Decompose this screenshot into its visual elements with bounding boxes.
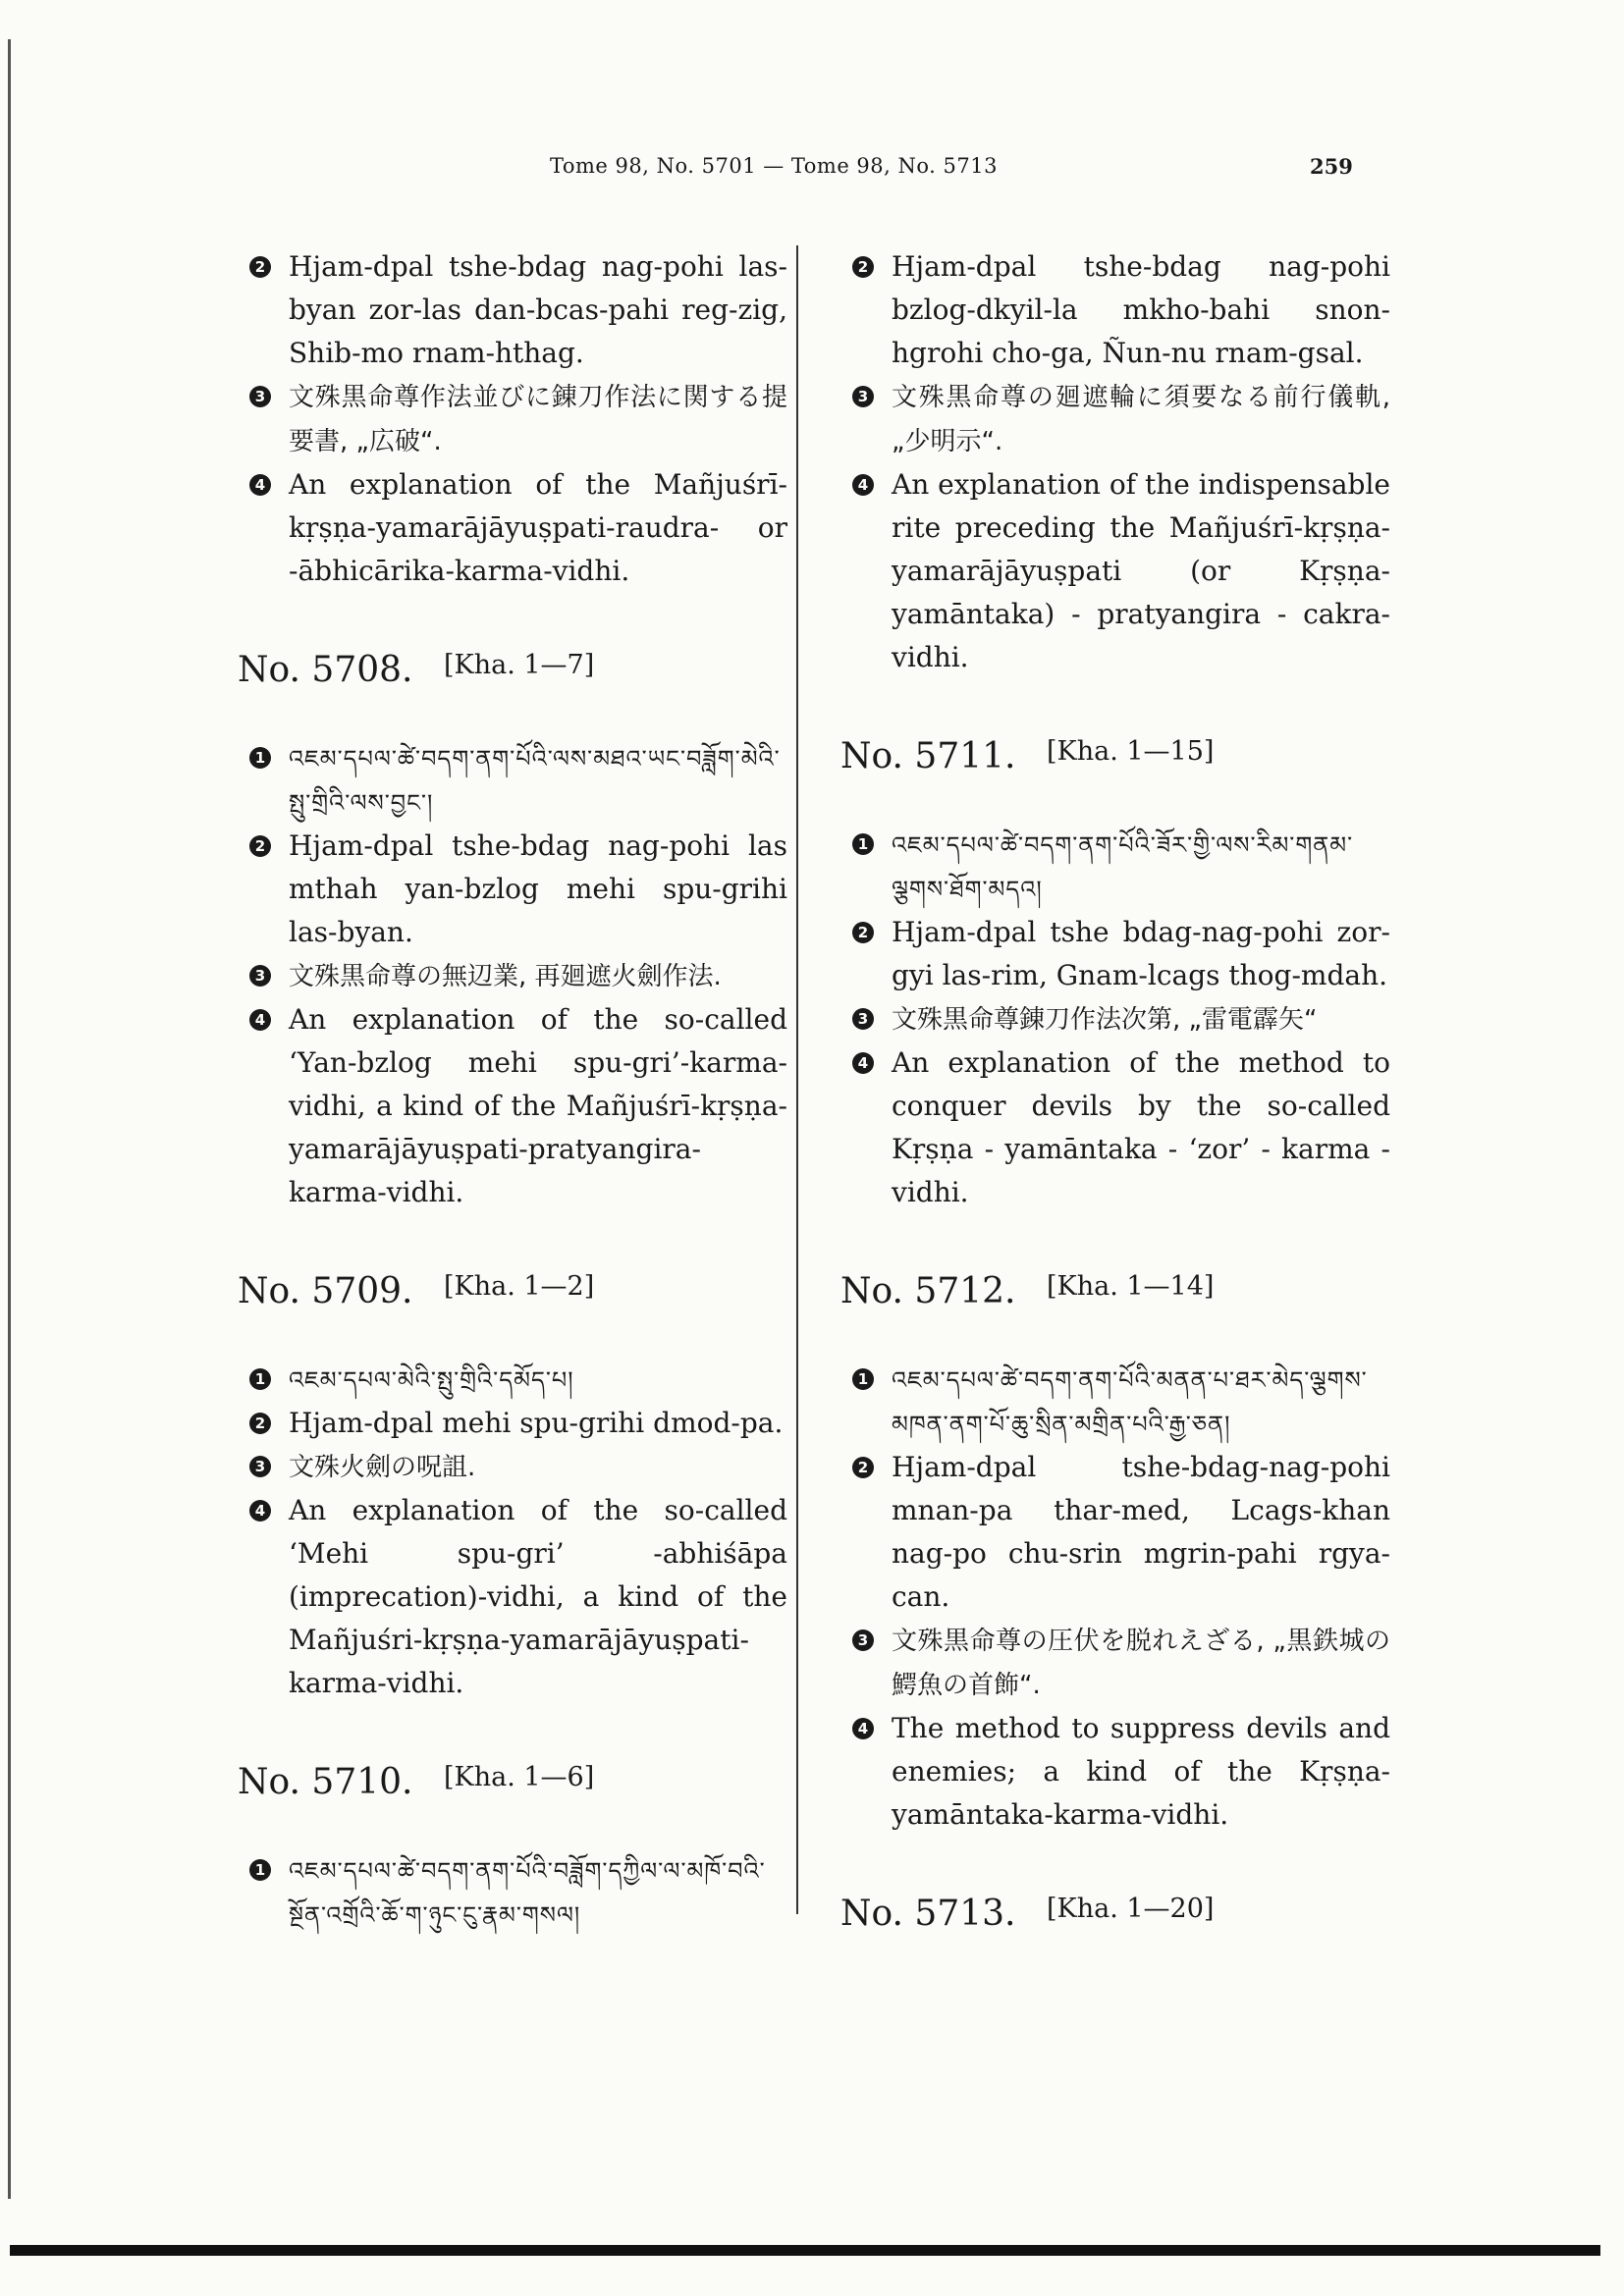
- entry-reference: [Kha. 1—7]: [444, 650, 595, 680]
- circled-number-icon: 1: [249, 1859, 271, 1881]
- entry-line-1: [238, 1358, 787, 1402]
- entry-number: No. 5712.: [840, 1271, 1016, 1311]
- entry-line-1: [238, 736, 787, 825]
- line-text: Hjam-dpal mehi spu-grihi dmod-pa.: [289, 1407, 784, 1439]
- circled-number-icon: 4: [852, 1052, 874, 1074]
- circled-number-icon: 3: [249, 1456, 271, 1477]
- circled-number-icon: 1: [852, 1368, 874, 1390]
- tibetan-title: འཇམ་དཔལ་ཚེ་བདག་ནག་པོའི་ལས་མཐའ་ཡང་བཟློག་མེའི་སྤུ་གྲིའི་ལས་བྱང་།: [289, 745, 781, 817]
- entry-number: No. 5708.: [238, 650, 413, 690]
- entry-reference: [Kha. 1—20]: [1047, 1894, 1215, 1924]
- entry-line-1: [840, 1358, 1390, 1446]
- circled-number-icon: 1: [852, 833, 874, 855]
- entry-line-2: [840, 245, 1390, 375]
- entry-reference: [Kha. 1—15]: [1047, 736, 1215, 767]
- line-text: Hjam-dpal tshe-bdag nag-pohi las mthah yan-bzlog mehi spu-grihi las-byan.: [289, 829, 787, 948]
- entry-line-4: [238, 998, 787, 1214]
- line-text: An explanation of the Mañjuśrī-kṛṣṇa-yamarājāyuṣpati-raudra- or -ābhicārika-karma-vidhi.: [289, 468, 787, 587]
- entry-line-3: [840, 997, 1390, 1041]
- entry-reference: [Kha. 1—2]: [444, 1271, 595, 1302]
- entry-reference: [Kha. 1—14]: [1047, 1271, 1215, 1302]
- circled-number-icon: 3: [249, 386, 271, 407]
- entry-line-3: [238, 375, 787, 463]
- entry-line-1: [238, 1848, 787, 1937]
- japanese-title: 文殊黒命尊の廻遮輪に須要なる前行儀軌, „少明示“.: [892, 383, 1390, 456]
- circled-number-icon: 2: [249, 256, 271, 278]
- entry-line-2: [840, 911, 1390, 997]
- page-header: [0, 154, 1624, 187]
- circled-number-icon: 1: [249, 1368, 271, 1390]
- entry-line-3: [840, 375, 1390, 463]
- entry-heading: [238, 1762, 787, 1815]
- entry-line-2: [238, 245, 787, 375]
- line-text: The method to suppress devils and enemies; a kind of the Kṛṣṇa-yamāntaka-karma-vidhi.: [892, 1712, 1390, 1831]
- running-title: Tome 98, No. 5701 — Tome 98, No. 5713: [550, 154, 998, 178]
- circled-number-icon: 2: [852, 1457, 874, 1478]
- entry-line-4: [840, 463, 1390, 679]
- entry-line-3: [840, 1619, 1390, 1707]
- japanese-title: 文殊火劍の呪詛.: [289, 1453, 476, 1482]
- circled-number-icon: 3: [852, 1629, 874, 1651]
- entry-number: No. 5709.: [238, 1271, 413, 1311]
- entry-number: No. 5710.: [238, 1762, 413, 1802]
- circled-number-icon: 2: [852, 922, 874, 943]
- circled-number-icon: 4: [249, 1009, 271, 1031]
- line-text: An explanation of the so-called ‘Yan-bzlog mehi spu-gri’-karma-vidhi, a kind of the Mañjuśrī-kṛṣṇa-yamarājāyuṣpati-pratyangira-karma-vidhi.: [289, 1003, 787, 1208]
- entry-line-4: [238, 463, 787, 593]
- circled-number-icon: 4: [249, 474, 271, 496]
- circled-number-icon: 2: [249, 1413, 271, 1434]
- scan-left-edge: [8, 39, 11, 2199]
- circled-number-icon: 3: [852, 1008, 874, 1030]
- circled-number-icon: 4: [852, 1718, 874, 1739]
- circled-number-icon: 4: [852, 474, 874, 496]
- japanese-title: 文殊黒命尊作法並びに錬刀作法に関する提要書, „広破“.: [289, 383, 787, 456]
- entry-line-2: [840, 1446, 1390, 1619]
- entry-number: No. 5711.: [840, 736, 1016, 776]
- line-text: Hjam-dpal tshe-bdag nag-pohi bzlog-dkyil-la mkho-bahi snon-hgrohi cho-ga, Ñun-nu rnam-gsal.: [892, 250, 1390, 369]
- entry-line-2: [238, 825, 787, 954]
- circled-number-icon: 2: [249, 835, 271, 857]
- circled-number-icon: 1: [249, 747, 271, 769]
- entry-heading: [238, 650, 787, 703]
- entry-line-4: [238, 1489, 787, 1705]
- entry-line-4: [840, 1707, 1390, 1837]
- japanese-title: 文殊黒命尊錬刀作法次第, „雷電霹矢“: [892, 1005, 1318, 1035]
- left-column: [238, 245, 787, 1937]
- line-text: Hjam-dpal tshe-bdag nag-pohi las-byan zor-las dan-bcas-pahi reg-zig, Shib-mo rnam-hthag.: [289, 250, 787, 369]
- circled-number-icon: 2: [852, 256, 874, 278]
- tibetan-title: འཇམ་དཔལ་མེའི་སྤུ་གྲིའི་དམོད་པ།: [289, 1366, 574, 1394]
- circled-number-icon: 3: [249, 965, 271, 987]
- circled-number-icon: 3: [852, 386, 874, 407]
- entry-reference: [Kha. 1—6]: [444, 1762, 595, 1792]
- entry-heading: [238, 1271, 787, 1324]
- japanese-title: 文殊黒命尊の圧伏を脱れえざる, „黒鉄城の鰐魚の首飾“.: [892, 1627, 1390, 1700]
- line-text: An explanation of the so-called ‘Mehi spu-gri’ -abhiśāpa (imprecation)-vidhi, a kind of the Mañjuśri-kṛṣṇa-yamarājāyuṣpati-karma-vidhi.: [289, 1494, 787, 1699]
- page-number: 259: [1310, 154, 1353, 179]
- entry-heading: [840, 1894, 1390, 1947]
- column-divider: [796, 245, 798, 1914]
- circled-number-icon: 4: [249, 1500, 271, 1522]
- line-text: Hjam-dpal tshe bdag-nag-pohi zor-gyi las-rim, Gnam-lcags thog-mdah.: [892, 916, 1390, 991]
- entry-line-3: [238, 1445, 787, 1489]
- entry-heading: [840, 736, 1390, 789]
- entry-line-1: [840, 823, 1390, 911]
- entry-number: No. 5713.: [840, 1894, 1016, 1934]
- bottom-rule: [10, 2245, 1600, 2256]
- right-column: [840, 245, 1390, 1980]
- entry-line-3: [238, 954, 787, 998]
- line-text: Hjam-dpal tshe-bdag-nag-pohi mnan-pa thar-med, Lcags-khan nag-po chu-srin mgrin-pahi rgya-can.: [892, 1451, 1390, 1613]
- line-text: An explanation of the method to conquer devils by the so-called Kṛṣṇa - yamāntaka - ‘zor’ - karma - vidhi.: [892, 1046, 1390, 1208]
- entry-line-4: [840, 1041, 1390, 1214]
- tibetan-title: འཇམ་དཔལ་ཚེ་བདག་ནག་པོའི་བཟློག་དཀྱིལ་ལ་མཁོ་བའི་སྔོན་འགྲོའི་ཆོ་ག་ཉུང་ངུ་རྣམ་གསལ།: [289, 1857, 766, 1929]
- entry-heading: [840, 1271, 1390, 1324]
- tibetan-title: འཇམ་དཔལ་ཚེ་བདག་ནག་པོའི་མནན་པ་ཐར་མེད་ལྕགས་མཁན་ནག་པོ་ཆུ་སྲིན་མགྲིན་པའི་རྒྱ་ཅན།: [892, 1366, 1368, 1438]
- tibetan-title: འཇམ་དཔལ་ཚེ་བདག་ནག་པོའི་ཟོར་གྱི་ལས་རིམ་གནམ་ལྕགས་ཐོག་མདའ།: [892, 831, 1354, 903]
- line-text: An explanation of the indispensable rite preceding the Mañjuśrī-kṛṣṇa-yamarājāyuṣpati (or Kṛṣṇa-yamāntaka) - pratyangira - cakra-vidhi.: [892, 468, 1390, 673]
- entry-line-2: [238, 1402, 787, 1445]
- japanese-title: 文殊黒命尊の無辺業, 再廻遮火劍作法.: [289, 962, 722, 991]
